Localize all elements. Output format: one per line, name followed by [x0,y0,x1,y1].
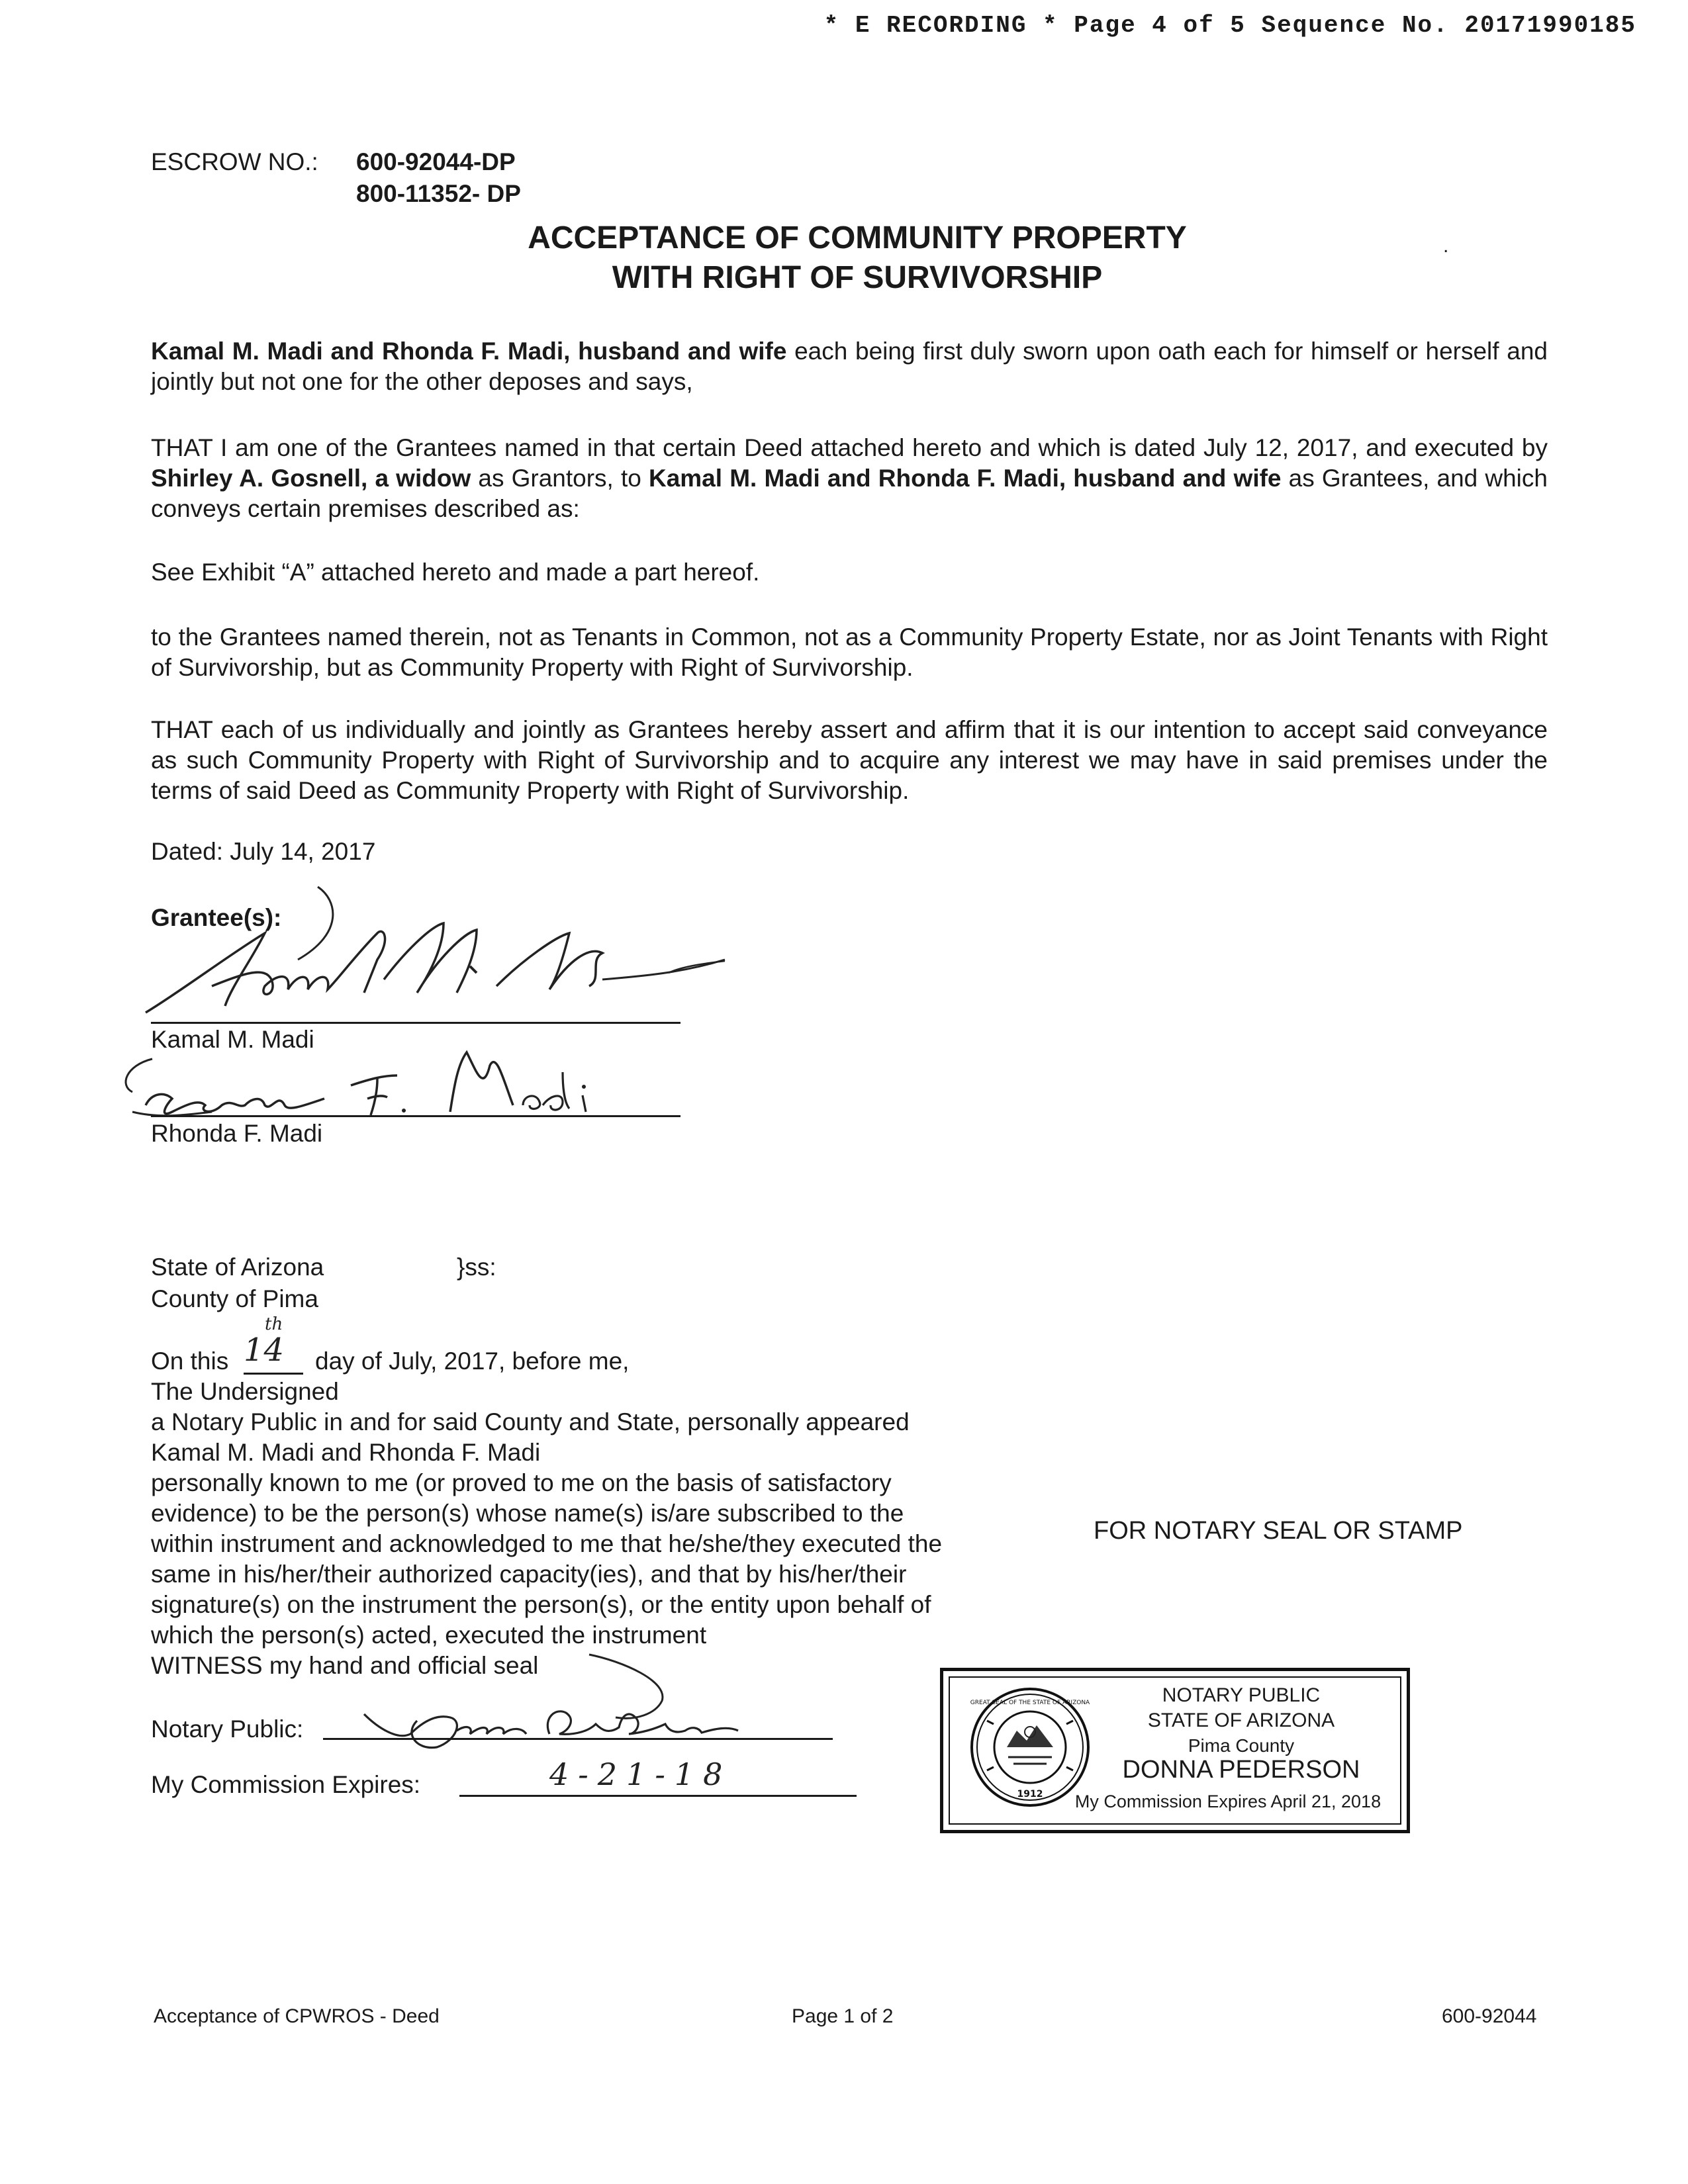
paragraph-deposition [151,336,1548,397]
paragraph-2-part-a: THAT I am one of the Grantees named in that certain Deed attached hereto and which is dated July 12, 2017, and executed by [151,434,1548,461]
day-blank-line [244,1373,303,1375]
stamp-line-3: Pima County [1188,1735,1295,1756]
stamp-line-2: STATE OF ARIZONA [1147,1709,1335,1731]
paragraph-deed [151,433,1548,524]
footer-right: 600-92044 [1442,2005,1537,2027]
grantee-2-name: Rhonda F. Madi [151,1120,323,1147]
notary-seal-label: FOR NOTARY SEAL OR STAMP [1094,1517,1463,1545]
title-line-1: ACCEPTANCE OF COMMUNITY PROPERTY [528,220,1187,255]
grantees-names-bold: Kamal M. Madi and Rhonda F. Madi, husband and wife [151,338,787,365]
venue-county: County of Pima [151,1285,318,1312]
recording-header: * E RECORDING * Page 4 of 5 Sequence No. 20171990185 [823,12,1636,39]
paragraph-2-part-c: as Grantees, and which conveys certain premises described as: [151,465,1548,522]
notary-signature-line [323,1738,833,1740]
commission-line [459,1795,857,1797]
paragraph-exhibit: See Exhibit “A” attached hereto and made a part hereof. [151,559,760,586]
venue-state: State of Arizona [151,1253,324,1281]
escrow-number-2: 800-11352- DP [356,180,521,207]
stray-dot: . [1443,235,1449,257]
on-this-label: On this [151,1347,229,1375]
notary-line: same in his/her/their authorized capacity(ies), and that by his/her/their [151,1561,907,1588]
venue-ss: }ss: [457,1253,496,1281]
notary-line: personally known to me (or proved to me on the basis of satisfactory [151,1469,892,1496]
day-superscript: th [265,1314,283,1334]
grantee-1-name: Kamal M. Madi [151,1026,314,1053]
footer-left: Acceptance of CPWROS - Deed [154,2005,440,2027]
seal-ring-text: GREAT SEAL OF THE STATE OF ARIZONA [970,1700,1090,1706]
seal-year: 1912 [1017,1789,1043,1799]
commission-label: My Commission Expires: [151,1771,421,1798]
notary-line: within instrument and acknowledged to me that he/she/they executed the [151,1530,943,1557]
notary-stamp [940,1668,1410,1833]
paragraph-affirmation: THAT each of us individually and jointly as Grantees hereby assert and affirm that it is our intention to accept said conveyance as such Community Property with Right of Survivorship and to acquire any interest we may have in said premises under the terms of said Deed as Community Property with Right of Survivorship. [151,716,1548,804]
grantee-names-bold: Kamal M. Madi and Rhonda F. Madi, husband and wife [648,465,1282,492]
paragraph-tenancy: to the Grantees named therein, not as Tenants in Common, not as a Community Property Estate, nor as Joint Tenants with Right of Survivorship, but as Community Property with Right of Survivorship. [151,623,1548,681]
title-line-2: WITH RIGHT OF SURVIVORSHIP [612,260,1103,295]
notary-line: The Undersigned [151,1378,339,1405]
notary-line: evidence) to be the person(s) whose name(s) is/are subscribed to the [151,1500,904,1527]
notary-line: signature(s) on the instrument the person(s), or the entity upon behalf of [151,1591,931,1618]
notary-line: Kamal M. Madi and Rhonda F. Madi [151,1439,541,1466]
grantees-label: Grantee(s): [151,904,282,931]
grantor-name-bold: Shirley A. Gosnell, a widow [151,465,471,492]
kamal-signature-line [151,1022,680,1024]
commission-date-handwritten: 4-21-18 [549,1756,732,1792]
notary-line: WITNESS my hand and official seal [151,1652,539,1679]
paragraph-1-text: each being first duly sworn upon oath each for himself or herself and jointly but not one for the other deposes and says, [151,338,1548,395]
notary-line: a Notary Public in and for said County and State, personally appeared [151,1408,910,1435]
rhonda-signature [106,1039,635,1132]
stamp-line-1: NOTARY PUBLIC [1162,1684,1321,1706]
notary-public-label: Notary Public: [151,1715,304,1743]
escrow-number-1: 600-92044-DP [356,148,516,175]
kamal-signature [99,874,735,1032]
escrow-label: ESCROW NO.: [151,148,318,175]
stamp-line-5: My Commission Expires April 21, 2018 [1074,1792,1382,1811]
stamp-line-4: DONNA PEDERSON [1122,1756,1360,1784]
day-rest-text: day of July, 2017, before me, [315,1347,630,1375]
notary-signature [324,1641,854,1760]
paragraph-2-part-b: as Grantors, to [471,465,649,492]
notary-line: which the person(s) acted, executed the instrument [151,1621,707,1649]
rhonda-signature-line [151,1115,680,1117]
day-handwritten: 14 [244,1332,285,1369]
footer-center: Page 1 of 2 [792,2005,894,2027]
dated-line: Dated: July 14, 2017 [151,838,376,865]
